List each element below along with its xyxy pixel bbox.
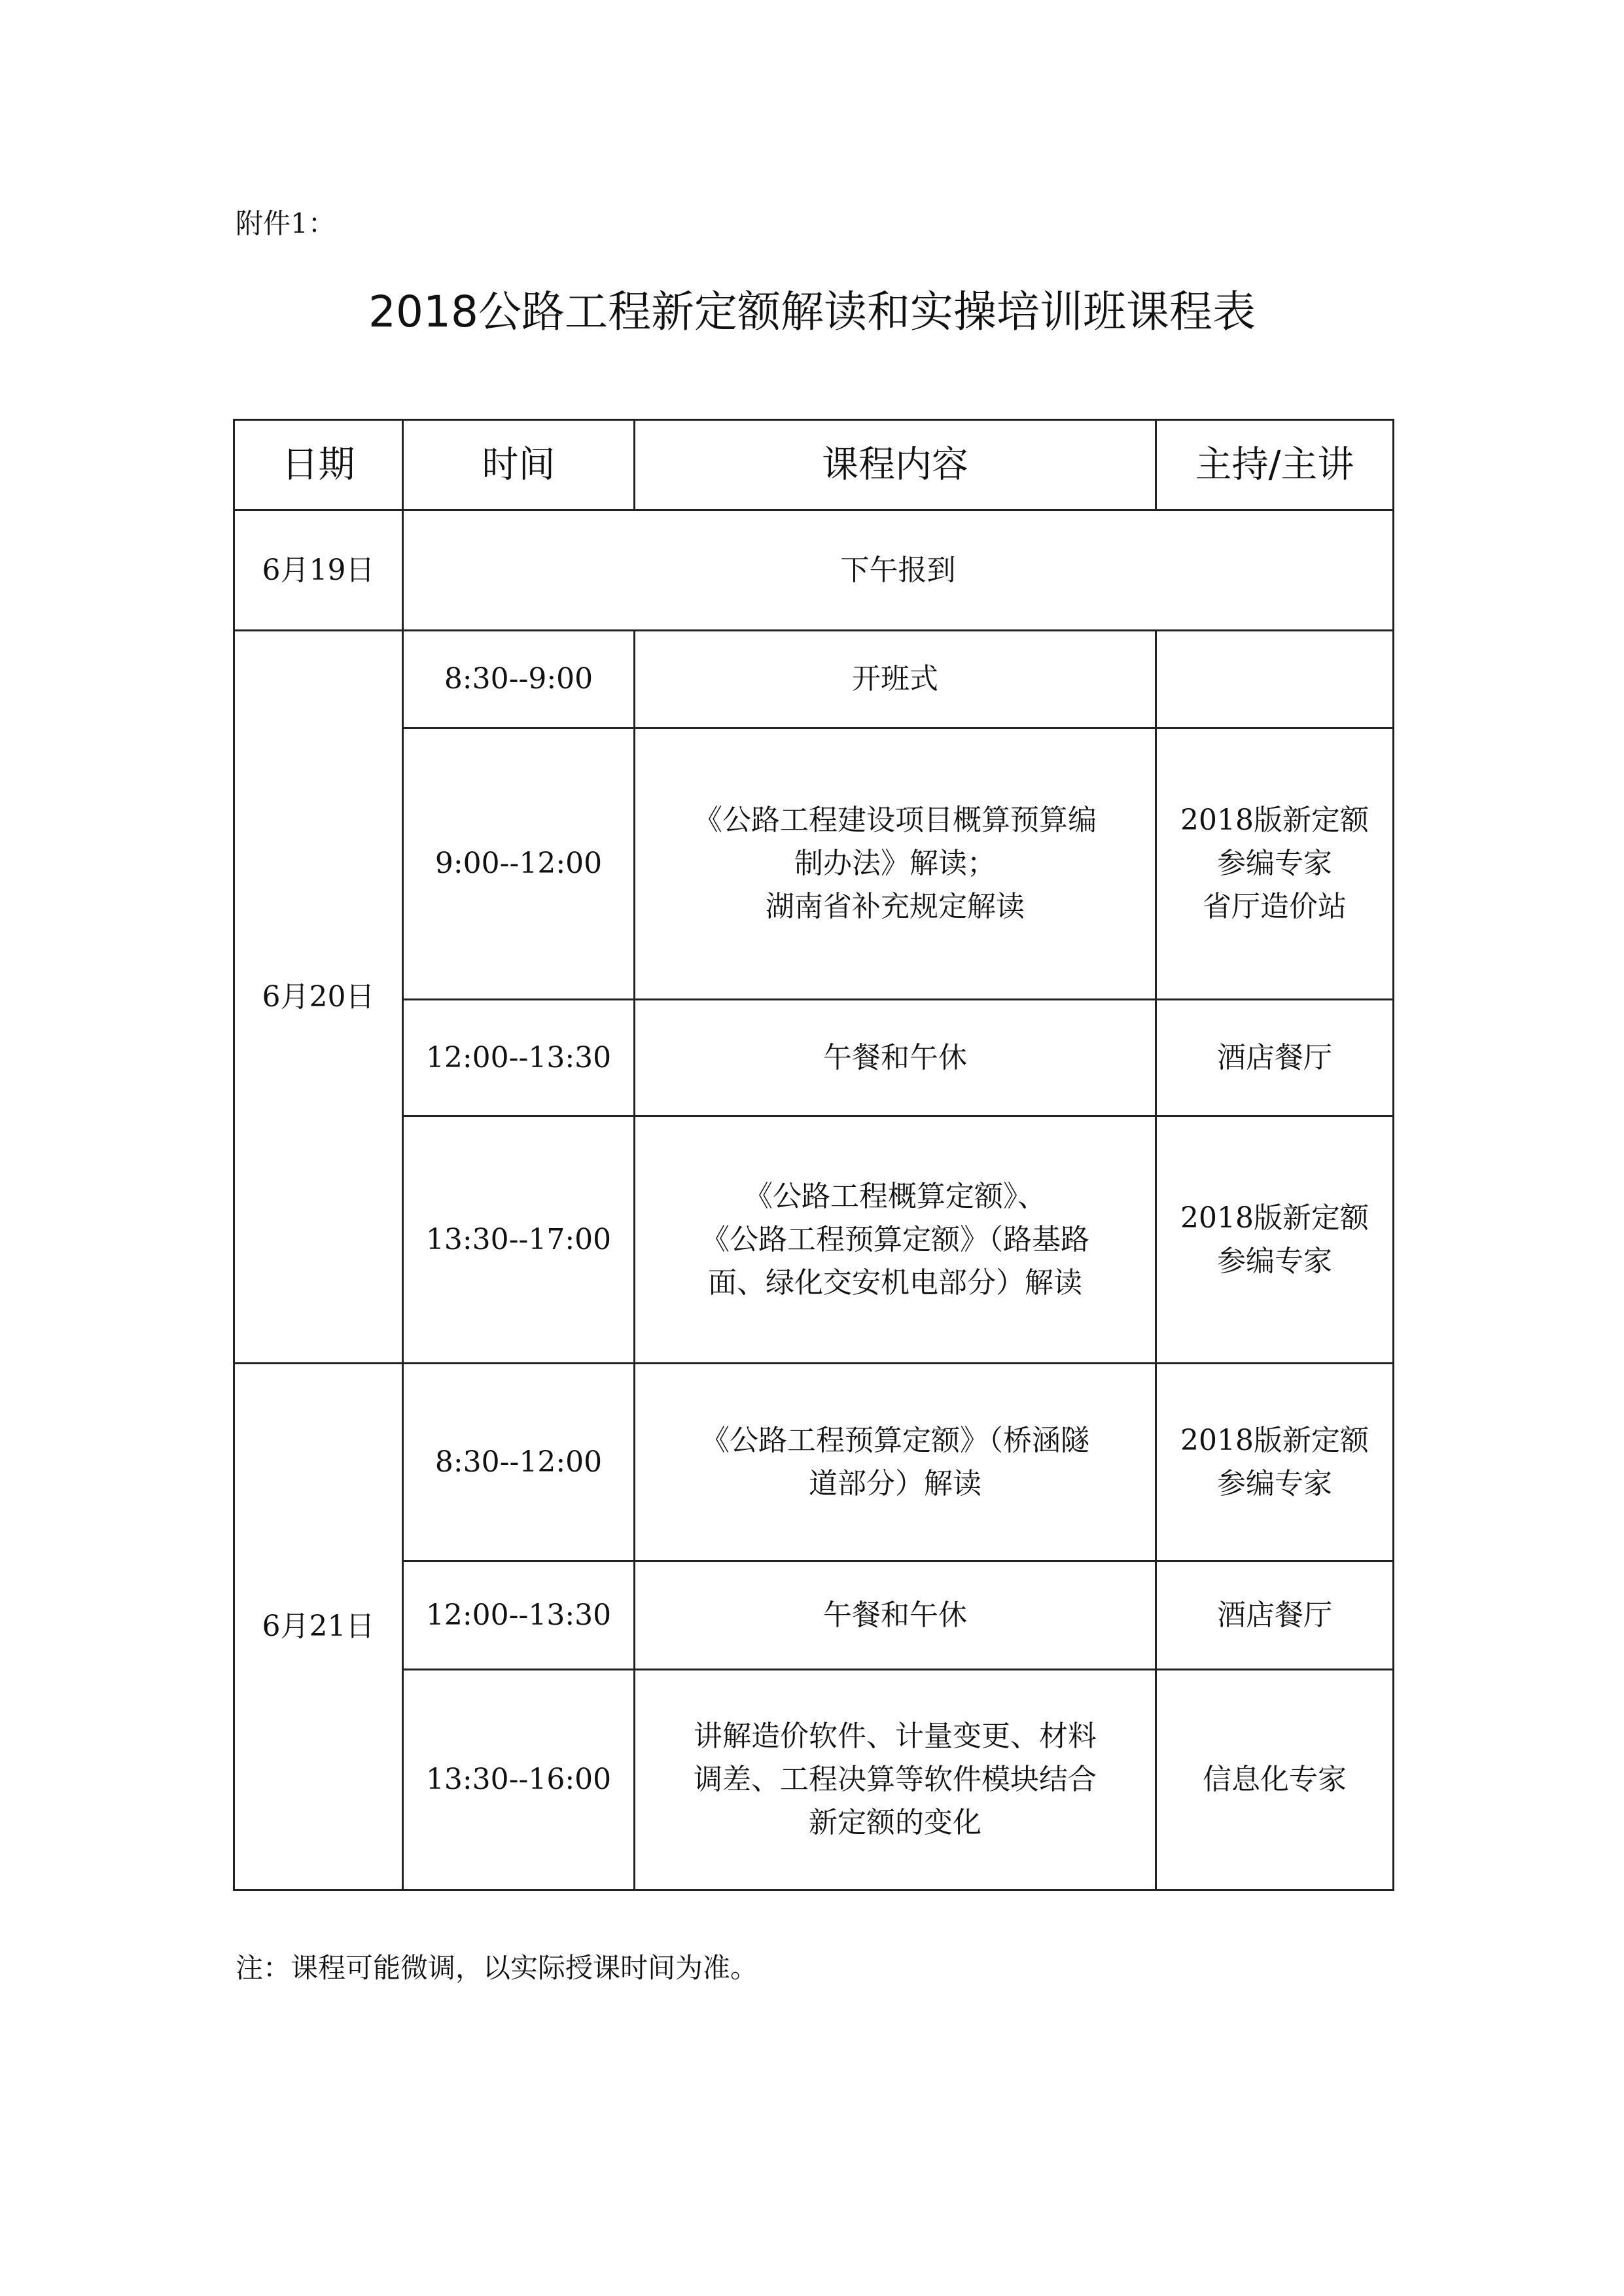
content-line: 制办法》解读； [794,847,996,880]
attachment-label: 附件1： [236,207,336,239]
content-line: 湖南省补充规定解读 [766,890,1025,923]
time-cell: 9:00--12:00 [403,728,635,1000]
content-line: 道部分）解读 [809,1466,981,1500]
host-line: 参编专家 [1217,1466,1332,1500]
header-content: 课程内容 [635,420,1156,510]
table-row [234,728,1394,1000]
content-cell [635,1670,1156,1890]
table-row [234,631,1394,728]
host-cell [1156,631,1394,728]
host-cell [1156,1561,1394,1670]
content-cell: 下午报到 [403,510,1394,631]
time-cell: 8:30--12:00 [403,1364,635,1561]
table-row [234,1670,1394,1890]
host-line: 2018版新定额 [1180,1201,1369,1235]
host-line: 参编专家 [1217,1244,1332,1278]
time-cell: 8:30--9:00 [403,631,635,728]
host-line: 参编专家 [1217,847,1332,880]
content-line: 《公路工程预算定额》（桥涵隧 [701,1423,1089,1457]
time-cell: 12:00--13:30 [403,1561,635,1670]
course-schedule-table [233,419,1394,1891]
content-line: 新定额的变化 [809,1806,981,1839]
content-line: 开班式 [852,662,938,696]
table-row [234,510,1394,631]
table-header-row [234,420,1394,510]
time-cell: 13:30--16:00 [403,1670,635,1890]
host-cell [1156,1000,1394,1116]
document-title: 2018公路工程新定额解读和实操培训班课程表 [368,287,1256,337]
content-line: 《公路工程预算定额》（路基路 [701,1222,1089,1256]
date-cell: 6月21日 [234,1364,403,1890]
host-line: 酒店餐厅 [1217,1598,1332,1632]
header-host: 主持/主讲 [1156,420,1394,510]
content-cell [635,631,1156,728]
date-cell: 6月20日 [234,631,403,1364]
content-cell [635,1561,1156,1670]
host-line: 省厅造价站 [1203,890,1347,923]
host-cell [1156,1364,1394,1561]
content-line: 面、绿化交安机电部分）解读 [708,1265,1082,1299]
host-cell [1156,1670,1394,1890]
table-row [234,1116,1394,1364]
content-line: 《公路工程建设项目概算预算编 [694,804,1097,837]
content-line: 讲解造价软件、计量变更、材料 [694,1720,1097,1753]
host-line: 2018版新定额 [1180,1423,1369,1457]
content-cell [635,728,1156,1000]
content-line: 午餐和午休 [823,1040,967,1074]
content-line: 《公路工程概算定额》、 [744,1179,1046,1213]
table-row [234,1561,1394,1670]
header-date: 日期 [234,420,403,510]
content-cell [635,1364,1156,1561]
host-line: 酒店餐厅 [1217,1040,1332,1074]
footnote: 注：课程可能微调，以实际授课时间为准。 [236,1952,758,1984]
content-cell [635,1000,1156,1116]
content-line: 午餐和午休 [823,1598,967,1632]
content-line: 调差、工程决算等软件模块结合 [694,1763,1097,1796]
table-row [234,1000,1394,1116]
date-cell: 6月19日 [234,510,403,631]
host-cell [1156,1116,1394,1364]
table-row [234,1364,1394,1561]
host-cell [1156,728,1394,1000]
time-cell: 12:00--13:30 [403,1000,635,1116]
header-time: 时间 [403,420,635,510]
content-cell [635,1116,1156,1364]
time-cell: 13:30--17:00 [403,1116,635,1364]
host-line: 2018版新定额 [1180,804,1369,837]
host-line: 信息化专家 [1203,1763,1347,1796]
